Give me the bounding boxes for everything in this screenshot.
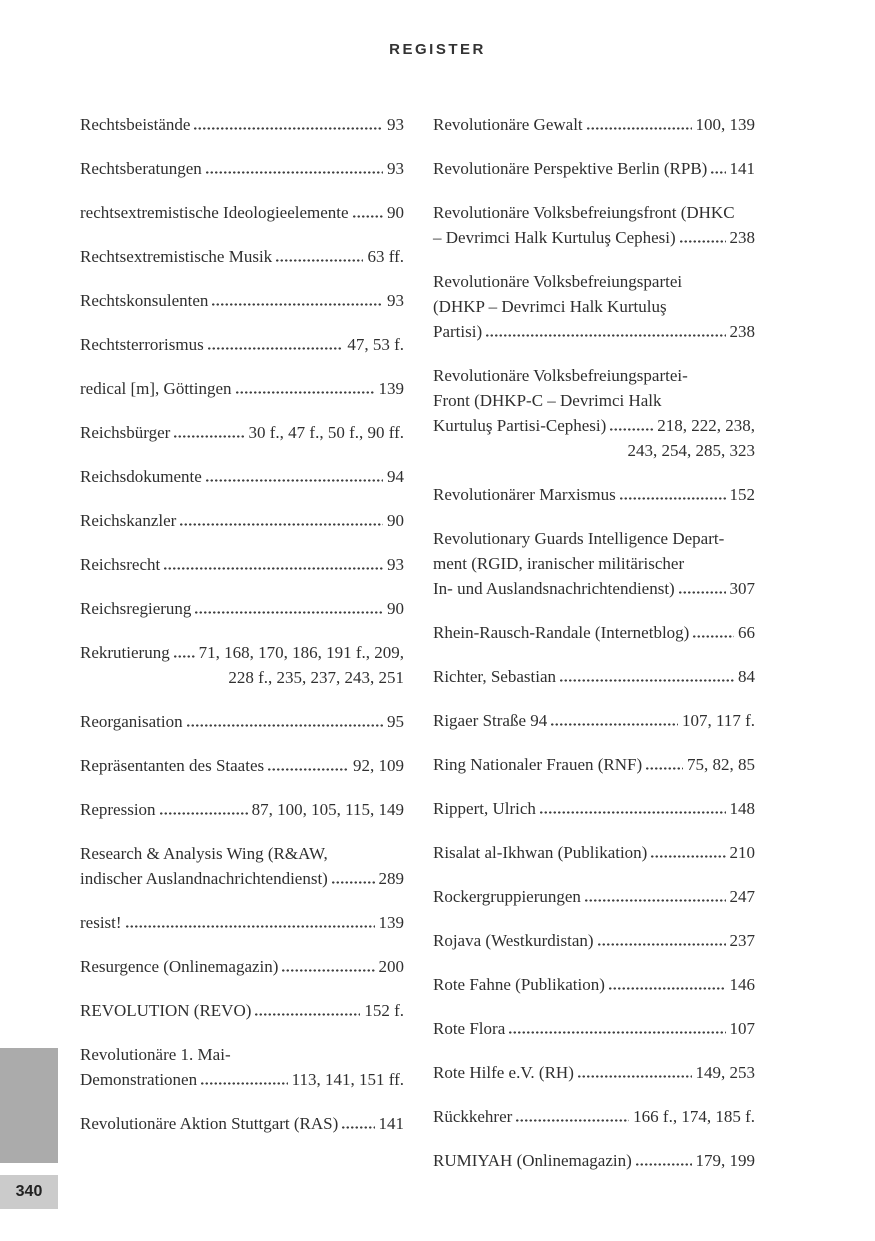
entry-line (80, 866, 404, 891)
index-entry (433, 664, 755, 689)
entry-label: Front (DHKP-C – Devrimci Halk (433, 391, 662, 410)
entry-line (433, 972, 755, 997)
entry-pages: 218, 222, 238, (657, 416, 755, 435)
entry-label: Repression (80, 800, 156, 819)
entry-line (433, 840, 755, 865)
entry-pages: 90 (387, 203, 404, 222)
entry-label: Rojava (Westkurdistan) (433, 931, 594, 950)
page-title: REGISTER (389, 41, 486, 58)
dot-leader (645, 767, 683, 770)
entry-label: Reorganisation (80, 712, 183, 731)
index-entry (433, 363, 755, 463)
entry-label: Risalat al-Ikhwan (Publikation) (433, 843, 648, 862)
entry-pages: 94 (387, 467, 404, 486)
index-entry (80, 464, 404, 489)
entry-label: Revolutionäre Perspektive Berlin (RPB) (433, 159, 708, 178)
entry-line (433, 269, 755, 294)
index-entry (80, 332, 404, 357)
entry-pages: 93 (387, 555, 404, 574)
index-entry (433, 526, 755, 601)
dot-leader (550, 723, 678, 726)
index-entry (433, 482, 755, 507)
entry-pages: 238 (729, 228, 755, 247)
dot-leader (159, 812, 248, 815)
entry-label: ment (RGID, iranischer militärischer (433, 554, 685, 573)
entry-line (433, 884, 755, 909)
dot-leader (186, 724, 383, 727)
entry-pages: 90 (387, 599, 404, 618)
entry-line (433, 708, 755, 733)
entry-line (80, 640, 404, 665)
index-entry (433, 928, 755, 953)
entry-line (80, 288, 404, 313)
index-entry (433, 156, 755, 181)
index-entry (433, 200, 755, 250)
entry-line (433, 225, 755, 250)
entry-line (433, 526, 755, 551)
index-entry (80, 376, 404, 401)
entry-line (80, 156, 404, 181)
index-entry (433, 752, 755, 777)
entry-label: Research & Analysis Wing (R&AW, (80, 844, 328, 863)
dot-leader (485, 334, 725, 337)
dot-leader (577, 1075, 692, 1078)
index-entry (433, 269, 755, 344)
entry-pages: 93 (387, 291, 404, 310)
entry-label: Repräsentanten des Staates (80, 756, 265, 775)
entry-line (433, 1104, 755, 1129)
entry-line (80, 508, 404, 533)
entry-line (80, 464, 404, 489)
index-entry (433, 708, 755, 733)
entry-pages: 66 (738, 623, 755, 642)
entry-label: Partisi) (433, 322, 483, 341)
entry-line (433, 319, 755, 344)
index-entry (80, 200, 404, 225)
index-entry (80, 910, 404, 935)
entry-line (433, 294, 755, 319)
entry-line (80, 420, 404, 445)
dot-leader (679, 240, 726, 243)
entry-line (433, 413, 755, 438)
dot-leader (508, 1031, 725, 1034)
index-entry (433, 884, 755, 909)
entry-line (80, 665, 404, 690)
entry-line (433, 388, 755, 413)
dot-leader (341, 1126, 374, 1129)
index-entry (80, 244, 404, 269)
entry-line (80, 954, 404, 979)
entry-label: Reichsrecht (80, 555, 161, 574)
index-entry (80, 954, 404, 979)
entry-pages: 87, 100, 105, 115, 149 (251, 800, 404, 819)
entry-line (433, 438, 755, 463)
index-entry (80, 640, 404, 690)
index-entry (80, 112, 404, 137)
dot-leader (597, 943, 726, 946)
entry-line (433, 482, 755, 507)
dot-leader (254, 1013, 360, 1016)
entry-pages: 100, 139 (695, 115, 755, 134)
index-columns (80, 112, 755, 1192)
entry-label: Rote Fahne (Publikation) (433, 975, 605, 994)
index-entry (433, 1060, 755, 1085)
index-entry (80, 998, 404, 1023)
dot-leader (194, 611, 383, 614)
entry-label: resist! (80, 913, 122, 932)
entry-pages: 92, 109 (353, 756, 404, 775)
index-entry (80, 1042, 404, 1092)
entry-pages: 247 (729, 887, 755, 906)
entry-line (80, 753, 404, 778)
entry-label: Revolutionärer Marxismus (433, 485, 616, 504)
entry-label: Richter, Sebastian (433, 667, 557, 686)
entry-pages: 228 f., 235, 237, 243, 251 (228, 668, 404, 687)
dot-leader (275, 259, 363, 262)
entry-label: Revolutionary Guards Intelligence Depart- (433, 529, 725, 548)
dot-leader (692, 635, 734, 638)
entry-pages: 139 (378, 913, 404, 932)
index-entry (80, 508, 404, 533)
entry-pages: 113, 141, 151 ff. (291, 1070, 404, 1089)
index-entry (433, 1016, 755, 1041)
entry-pages: 152 (729, 485, 755, 504)
entry-line (80, 596, 404, 621)
entry-label: Rechtskonsulenten (80, 291, 209, 310)
entry-pages: 95 (387, 712, 404, 731)
entry-line (80, 376, 404, 401)
entry-pages: 93 (387, 115, 404, 134)
entry-line (433, 112, 755, 137)
chapter-thumb-marker (0, 1048, 58, 1163)
entry-label: Revolutionäre Aktion Stuttgart (RAS) (80, 1114, 339, 1133)
entry-label: Rigaer Straße 94 (433, 711, 548, 730)
entry-label: (DHKP – Devrimci Halk Kurtuluş (433, 297, 667, 316)
entry-label: RUMIYAH (Onlinemagazin) (433, 1151, 632, 1170)
entry-pages: 107 (729, 1019, 755, 1038)
dot-leader (193, 127, 383, 130)
dot-leader (586, 127, 692, 130)
entry-label: Resurgence (Onlinemagazin) (80, 957, 279, 976)
page-number-block (0, 1175, 58, 1209)
entry-line (80, 1042, 404, 1067)
entry-label: Revolutionäre Volksbefreiungspartei (433, 272, 683, 291)
entry-label: Rechtsextremistische Musik (80, 247, 273, 266)
entry-line (80, 200, 404, 225)
dot-leader (205, 479, 383, 482)
dot-leader (173, 655, 195, 658)
entry-pages: 237 (729, 931, 755, 950)
entry-pages: 63 ff. (367, 247, 404, 266)
entry-pages: 307 (729, 579, 755, 598)
dot-leader (235, 391, 375, 394)
entry-line (80, 1067, 404, 1092)
dot-leader (559, 679, 734, 682)
entry-label: Rekrutierung (80, 643, 170, 662)
dot-leader (678, 591, 726, 594)
index-entry (433, 972, 755, 997)
entry-pages: 243, 254, 285, 323 (627, 441, 755, 460)
entry-label: Rechtsbeistände (80, 115, 191, 134)
entry-pages: 166 f., 174, 185 f. (633, 1107, 755, 1126)
dot-leader (205, 171, 383, 174)
entry-label: rechtsextremistische Ideologieelemente (80, 203, 349, 222)
entry-label: Revolutionäre 1. Mai- (80, 1045, 231, 1064)
entry-line (433, 363, 755, 388)
dot-leader (125, 925, 375, 928)
index-entry (80, 753, 404, 778)
entry-line (80, 112, 404, 137)
entry-label: Revolutionäre Volksbefreiungspartei- (433, 366, 688, 385)
entry-line (433, 551, 755, 576)
page-number: 340 (15, 1183, 43, 1200)
entry-line (433, 1060, 755, 1085)
entry-pages: 179, 199 (695, 1151, 755, 1170)
dot-leader (539, 811, 726, 814)
index-entry (80, 552, 404, 577)
index-entry (80, 797, 404, 822)
entry-line (80, 709, 404, 734)
index-entry (80, 288, 404, 313)
entry-pages: 47, 53 f. (347, 335, 404, 354)
entry-label: REVOLUTION (REVO) (80, 1001, 252, 1020)
dot-leader (267, 768, 349, 771)
dot-leader (211, 303, 383, 306)
entry-line (433, 664, 755, 689)
index-entry (433, 796, 755, 821)
dot-leader (609, 428, 653, 431)
index-column-right (433, 112, 755, 1192)
dot-leader (163, 567, 383, 570)
index-entry (80, 420, 404, 445)
entry-line (433, 796, 755, 821)
entry-label: Rückkehrer (433, 1107, 513, 1126)
entry-pages: 84 (738, 667, 755, 686)
entry-label: Rippert, Ulrich (433, 799, 536, 818)
index-entry (80, 1111, 404, 1136)
entry-label: Reichskanzler (80, 511, 177, 530)
dot-leader (179, 523, 383, 526)
entry-label: Revolutionäre Gewalt (433, 115, 583, 134)
entry-label: Rote Hilfe e.V. (RH) (433, 1063, 574, 1082)
entry-pages: 238 (729, 322, 755, 341)
entry-line (433, 928, 755, 953)
index-entry (80, 596, 404, 621)
entry-line (433, 576, 755, 601)
dot-leader (710, 171, 725, 174)
entry-label: Kurtuluş Partisi-Cephesi) (433, 416, 607, 435)
entry-label: – Devrimci Halk Kurtuluş Cephesi) (433, 228, 676, 247)
entry-line (80, 841, 404, 866)
index-column-left (80, 112, 404, 1192)
dot-leader (515, 1119, 629, 1122)
entry-line (80, 797, 404, 822)
entry-pages: 90 (387, 511, 404, 530)
entry-label: Ring Nationaler Frauen (RNF) (433, 755, 643, 774)
dot-leader (173, 435, 244, 438)
dot-leader (331, 881, 375, 884)
entry-label: In- und Auslandsnachrichtendienst) (433, 579, 675, 598)
index-entry (80, 709, 404, 734)
index-entry (433, 1104, 755, 1129)
dot-leader (352, 215, 383, 218)
entry-pages: 71, 168, 170, 186, 191 f., 209, (198, 643, 404, 662)
entry-pages: 75, 82, 85 (687, 755, 755, 774)
entry-label: Revolutionäre Volksbefreiungsfront (DHKC (433, 203, 735, 222)
entry-pages: 152 f. (364, 1001, 404, 1020)
index-entry (80, 841, 404, 891)
entry-label: Reichsbürger (80, 423, 171, 442)
entry-label: Reichsregierung (80, 599, 192, 618)
entry-pages: 148 (729, 799, 755, 818)
entry-pages: 141 (729, 159, 755, 178)
entry-line (80, 998, 404, 1023)
entry-label: Rechtsterrorismus (80, 335, 204, 354)
dot-leader (635, 1163, 692, 1166)
entry-pages: 141 (378, 1114, 404, 1133)
entry-pages: 30 f., 47 f., 50 f., 90 ff. (248, 423, 404, 442)
entry-pages: 139 (378, 379, 404, 398)
entry-pages: 149, 253 (695, 1063, 755, 1082)
entry-label: Reichsdokumente (80, 467, 202, 486)
index-entry (433, 840, 755, 865)
entry-label: indischer Auslandnachrichtendienst) (80, 869, 328, 888)
entry-pages: 107, 117 f. (681, 711, 755, 730)
entry-pages: 146 (729, 975, 755, 994)
entry-line (433, 1016, 755, 1041)
dot-leader (207, 347, 344, 350)
entry-label: Rote Flora (433, 1019, 506, 1038)
entry-pages: 93 (387, 159, 404, 178)
index-entry (433, 620, 755, 645)
entry-line (433, 200, 755, 225)
index-entry (433, 1148, 755, 1173)
entry-label: Demonstrationen (80, 1070, 198, 1089)
dot-leader (200, 1082, 288, 1085)
entry-line (80, 552, 404, 577)
entry-line (80, 910, 404, 935)
dot-leader (650, 855, 725, 858)
dot-leader (281, 969, 374, 972)
entry-label: Rockergruppierungen (433, 887, 581, 906)
entry-line (433, 156, 755, 181)
entry-label: Rechtsberatungen (80, 159, 202, 178)
entry-line (433, 1148, 755, 1173)
entry-line (80, 1111, 404, 1136)
dot-leader (608, 987, 726, 990)
entry-line (433, 752, 755, 777)
entry-pages: 289 (378, 869, 404, 888)
entry-line (433, 620, 755, 645)
entry-label: redical [m], Göttingen (80, 379, 232, 398)
entry-line (80, 244, 404, 269)
dot-leader (584, 899, 726, 902)
entry-label: Rhein-Rausch-Randale (Internetblog) (433, 623, 690, 642)
entry-pages: 200 (378, 957, 404, 976)
entry-pages: 210 (729, 843, 755, 862)
entry-line (80, 332, 404, 357)
index-entry (80, 156, 404, 181)
index-entry (433, 112, 755, 137)
dot-leader (619, 497, 726, 500)
